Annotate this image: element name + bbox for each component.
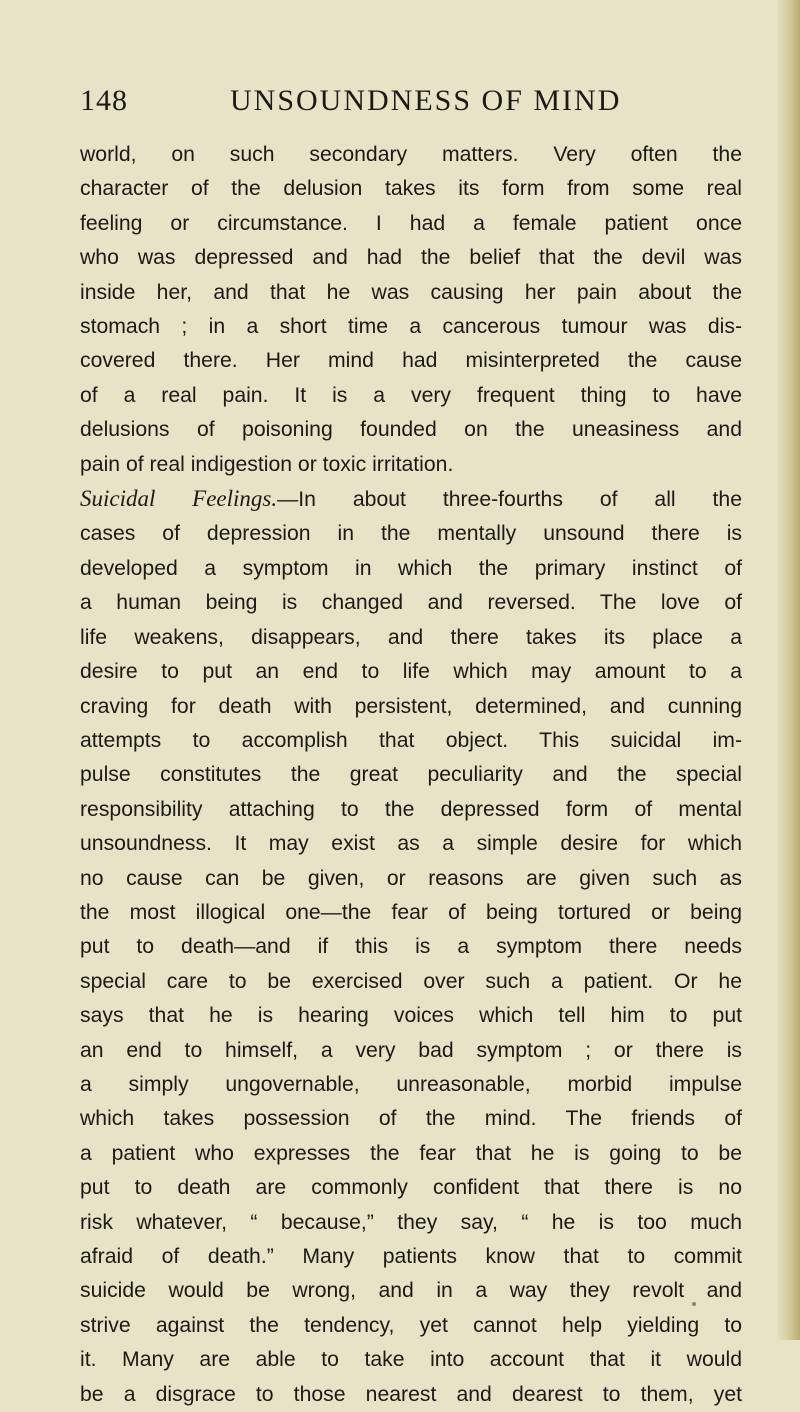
text-line: of a real pain. It is a very frequent thing to have [80, 383, 742, 407]
body-text [80, 138, 742, 1412]
text-line: be a disgrace to those nearest and dearest to them, yet [80, 1382, 742, 1406]
text-line: put to death are commonly confident that there is no [80, 1176, 742, 1200]
paragraph-first-line [80, 482, 742, 517]
text-line: stomach ; in a short time a cancerous tumour was dis- [80, 315, 742, 339]
text-line: strive against the tendency, yet cannot help yielding to [80, 1313, 742, 1337]
text-fragment: —In about three-fourths of all the [277, 488, 742, 512]
text-line: desire to put an end to life which may amount to a [80, 660, 742, 684]
text-line: world, on such secondary matters. Very often the [80, 143, 742, 166]
text-line: craving for death with persistent, determined, and cunning [80, 694, 742, 718]
text-line: who was depressed and had the belief that the devil was [80, 246, 742, 270]
paragraph-delusions [80, 138, 742, 482]
text-line: risk whatever, “ because,” they say, “ he is too much [80, 1210, 742, 1234]
text-line: put to death—and if this is a symptom there needs [80, 935, 742, 959]
running-title: UNSOUNDNESS OF MIND [230, 84, 622, 117]
text-line: covered there. Her mind had misinterpreted the cause [80, 349, 742, 373]
text-line: suicide would be wrong, and in a way they revolt and [80, 1279, 742, 1303]
text-line: feeling or circumstance. I had a female patient once [80, 211, 742, 235]
text-line: it. Many are able to take into account that it would [80, 1348, 742, 1372]
text-line: no cause can be given, or reasons are given such as [80, 866, 742, 890]
page-edge-shadow [778, 0, 800, 1340]
paper-speck [692, 1302, 696, 1306]
text-line: special care to be exercised over such a patient. Or he [80, 969, 742, 993]
page-number: 148 [80, 84, 128, 117]
text-line: says that he is hearing voices which tell him to put [80, 1004, 742, 1028]
text-line: cases of depression in the mentally unsound there is [80, 522, 742, 546]
text-line: unsoundness. It may exist as a simple desire for which [80, 832, 742, 856]
page-header [80, 84, 760, 124]
text-line: a simply ungovernable, unreasonable, morbid impulse [80, 1072, 742, 1096]
text-line: developed a symptom in which the primary instinct of [80, 556, 742, 580]
text-line: pain of real indigestion or toxic irritation. [80, 452, 454, 476]
text-line: an end to himself, a very bad symptom ; or there is [80, 1038, 742, 1062]
text-line: which takes possession of the mind. The friends of [80, 1107, 742, 1131]
text-line: pulse constitutes the great peculiarity and the special [80, 763, 742, 787]
section-heading-suicidal-feelings: Suicidal Feelings. [80, 486, 278, 512]
text-line: attempts to accomplish that object. This suicidal im- [80, 728, 742, 752]
text-line: a human being is changed and reversed. The love of [80, 591, 742, 615]
text-line: life weakens, disappears, and there takes its place a [80, 625, 742, 649]
text-line: responsibility attaching to the depressed form of mental [80, 797, 742, 821]
text-line: character of the delusion takes its form from some real [80, 177, 742, 201]
paragraph-suicidal-feelings [80, 482, 742, 1412]
text-line: afraid of death.” Many patients know that to commit [80, 1245, 742, 1268]
text-line: a patient who expresses the fear that he is going to be [80, 1141, 742, 1165]
text-line: the most illogical one—the fear of being tortured or being [80, 900, 742, 924]
text-line: delusions of poisoning founded on the uneasiness and [80, 418, 742, 442]
text-line: inside her, and that he was causing her pain about the [80, 280, 742, 304]
